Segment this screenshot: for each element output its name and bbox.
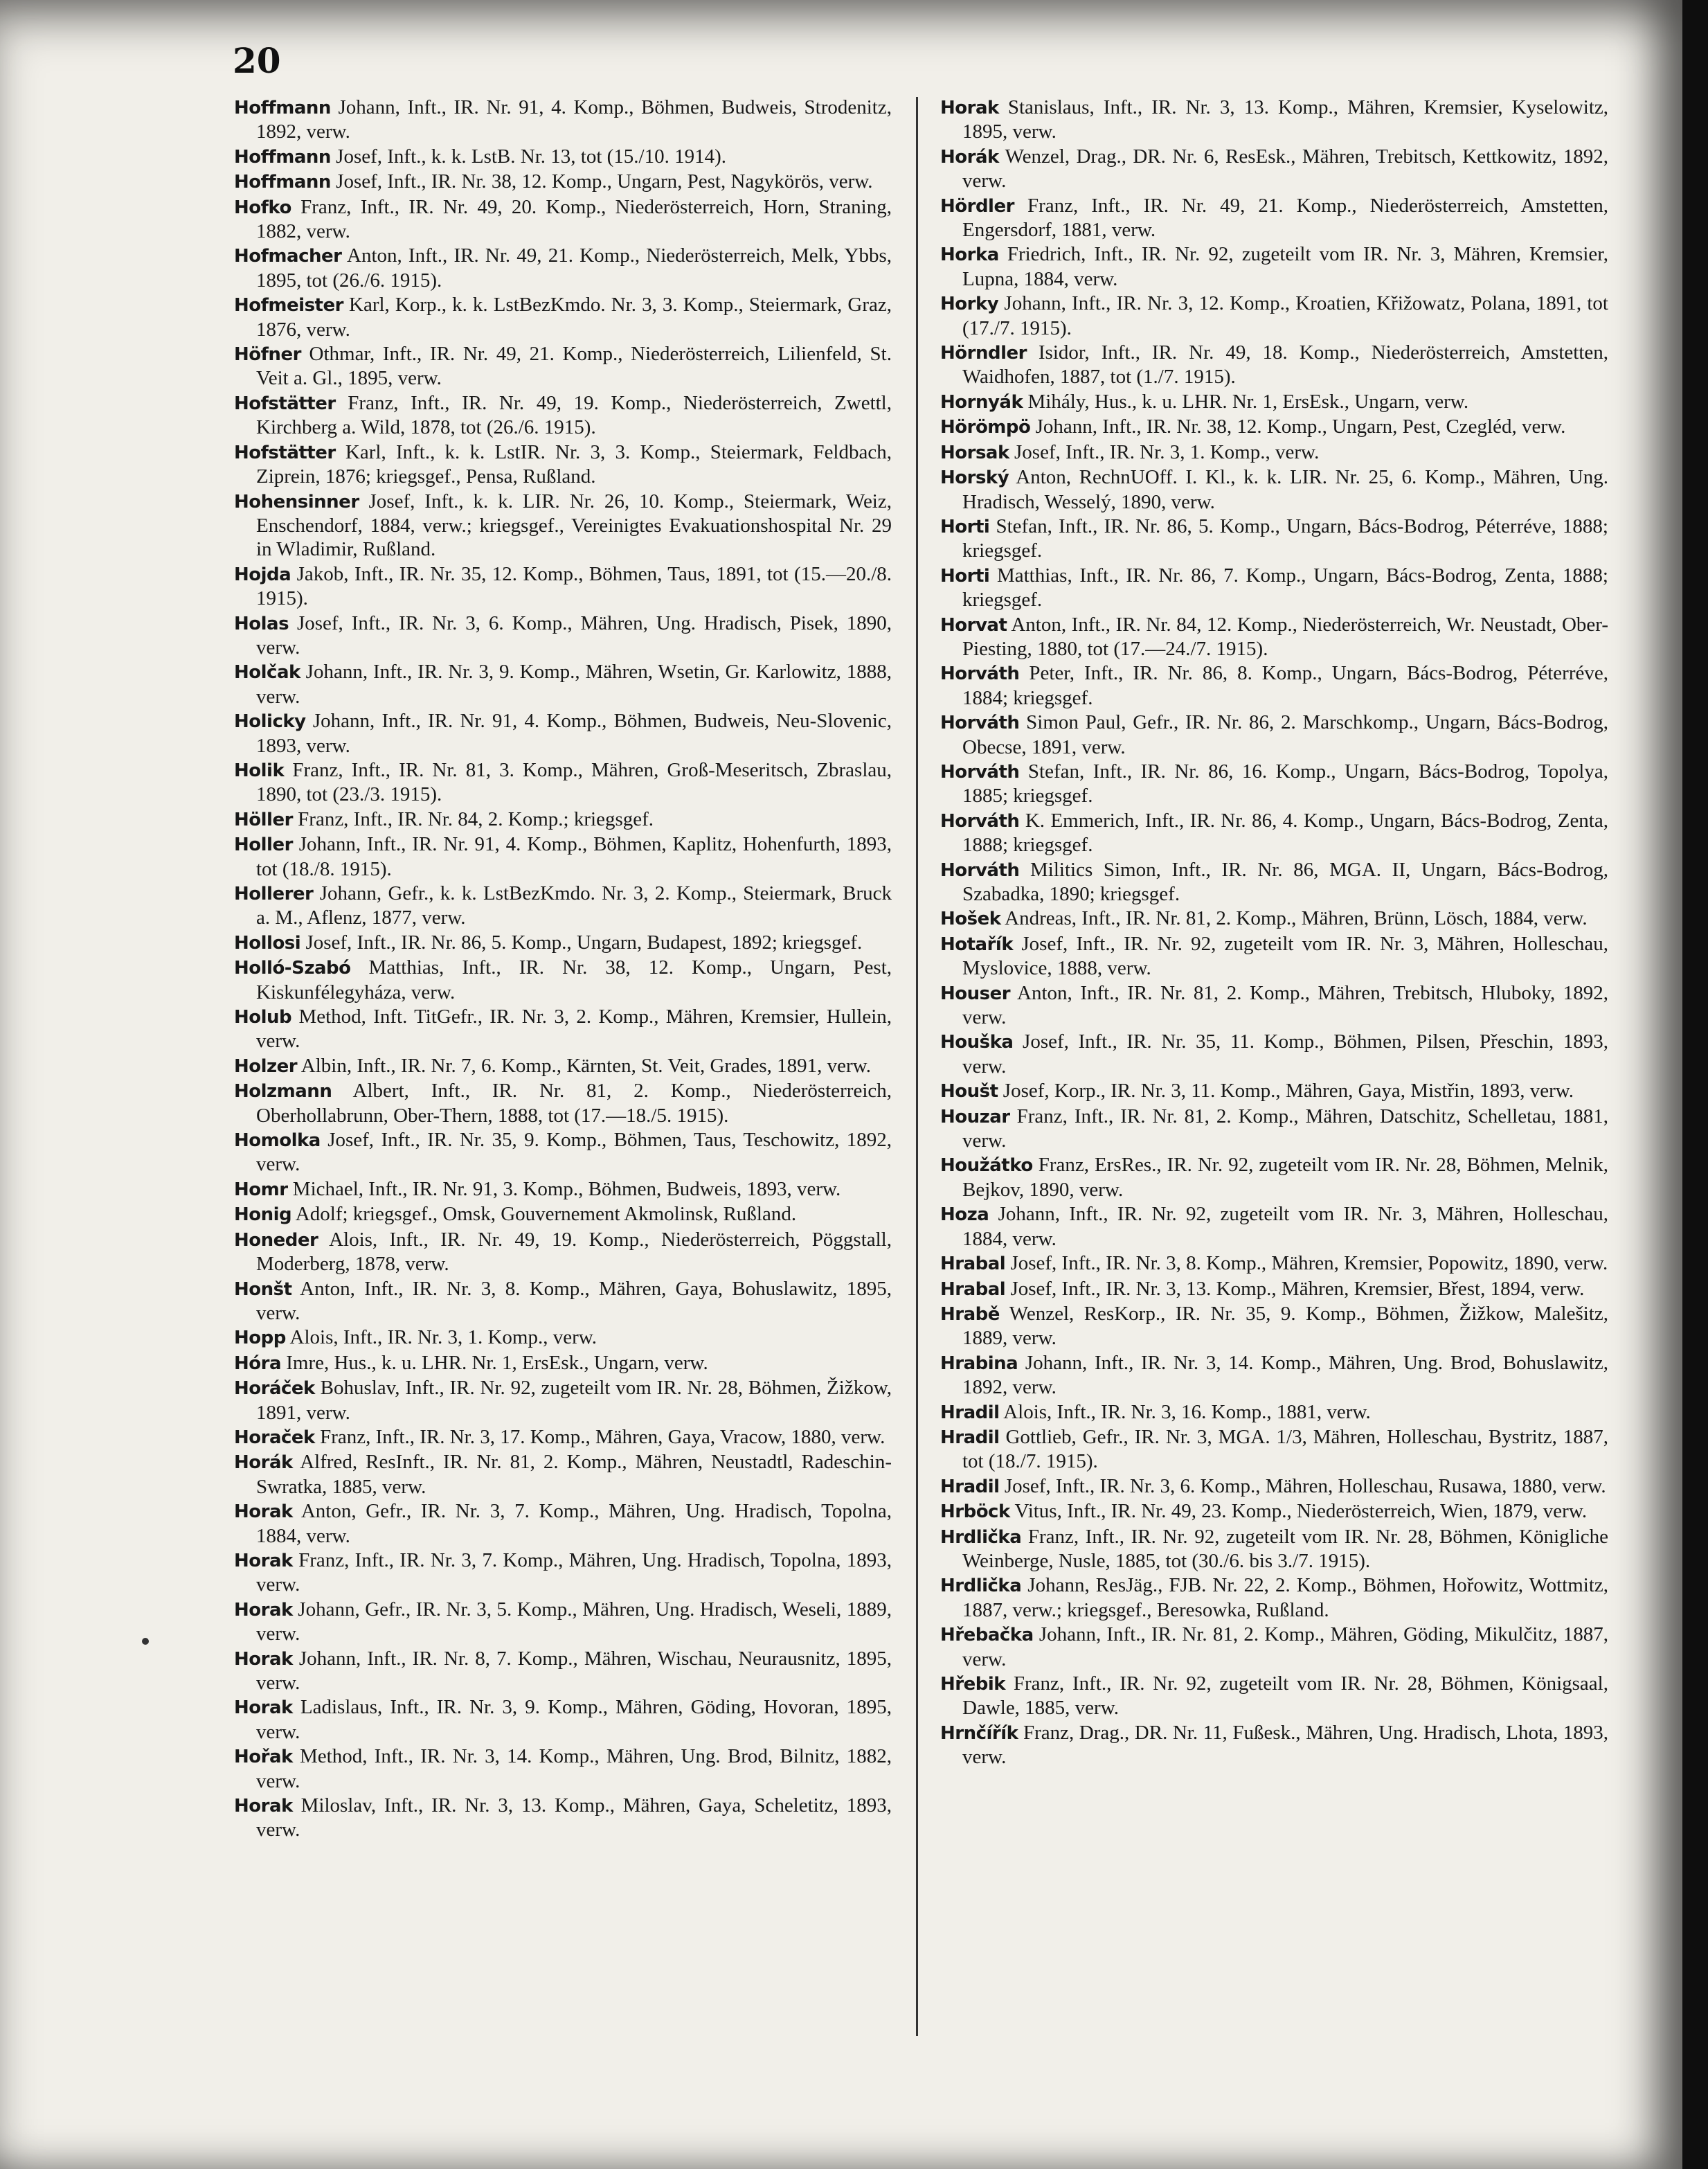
entry-surname: Horak [234, 1550, 293, 1571]
entry-details: Johann, Inft., IR. Nr. 38, 12. Komp., Ungarn, Pest, Czegléd, verw. [1030, 416, 1566, 438]
entry-surname: Homolka [234, 1130, 321, 1152]
register-entry [940, 145, 1608, 193]
entry-surname: Horváth [940, 761, 1020, 783]
column-divider [916, 97, 918, 2036]
register-entry [234, 882, 892, 930]
entry-surname: Horak [234, 1796, 293, 1817]
entry-details: Ladislaus, Inft., IR. Nr. 3, 9. Komp., Mähren, Göding, Hovoran, 1895, verw. [256, 1696, 892, 1743]
entry-surname: Hřebačka [940, 1625, 1034, 1646]
entry-surname: Houška [940, 1032, 1014, 1053]
entry-details: Johann, Inft., IR. Nr. 3, 14. Komp., Mähren, Ung. Brod, Bohuslawitz, 1892, verw. [962, 1351, 1608, 1399]
entry-surname: Horský [940, 467, 1009, 489]
entry-details: Bohuslav, Inft., IR. Nr. 92, zugeteilt vom IR. Nr. 28, Böhmen, Žižkow, 1891, verw. [256, 1377, 892, 1424]
entry-surname: Hoza [940, 1204, 989, 1226]
entry-surname: Horváth [940, 810, 1020, 832]
entry-surname: Honig [234, 1204, 292, 1226]
entry-details: Franz, Inft., IR. Nr. 3, 7. Komp., Mähren, Ung. Hradisch, Topolna, 1893, verw. [256, 1548, 892, 1596]
entry-details: Johann, ResJäg., FJB. Nr. 22, 2. Komp., Böhmen, Hořowitz, Wottmitz, 1887, verw.; kriegsgef., Beresowka, Rußland. [962, 1574, 1608, 1621]
register-entry [234, 660, 892, 708]
entry-surname: Horváth [940, 859, 1020, 881]
entry-surname: Hrböck [940, 1501, 1010, 1523]
register-entry [234, 1744, 892, 1793]
register-entry [940, 96, 1608, 144]
entry-details: Karl, Korp., k. k. LstBezKmdo. Nr. 3, 3. Komp., Steiermark, Graz, 1876, verw. [256, 294, 892, 341]
register-entry [234, 195, 892, 244]
entry-details: Johann, Inft., IR. Nr. 8, 7. Komp., Mähren, Wischau, Neurausnitz, 1895, verw. [256, 1647, 892, 1694]
register-entry [940, 1202, 1608, 1251]
entry-details: Franz, ErsRes., IR. Nr. 92, zugeteilt vom IR. Nr. 28, Böhmen, Melnik, Bejkov, 1890, verw. [962, 1154, 1608, 1201]
entry-surname: Hollerer [234, 884, 314, 904]
register-entry [940, 242, 1608, 291]
register-entry [234, 342, 892, 391]
entry-surname: Hoffmann [234, 172, 331, 193]
register-entry [940, 465, 1608, 514]
entry-details: Matthias, Inft., IR. Nr. 38, 12. Komp., Ungarn, Pest, Kiskunfélegyháza, verw. [256, 956, 892, 1003]
entry-details: Franz, Inft., IR. Nr. 92, zugeteilt vom IR. Nr. 28, Böhmen, Königliche Weinberge, Nusle, 1885, tot (30./6. bis 3./7. 1915). [962, 1525, 1608, 1572]
register-entry [940, 932, 1608, 981]
entry-details: Johann, Inft., IR. Nr. 81, 2. Komp., Mähren, Göding, Mikulčitz, 1887, verw. [962, 1623, 1608, 1670]
register-entry [940, 661, 1608, 710]
entry-surname: Horsak [940, 442, 1009, 463]
entry-surname: Horak [940, 98, 999, 118]
entry-surname: Hörndler [940, 343, 1027, 364]
entry-surname: Hofstätter [234, 442, 336, 463]
entry-surname: Horky [940, 294, 999, 315]
entry-surname: Hojda [234, 564, 291, 585]
entry-details: Imre, Hus., k. u. LHR. Nr. 1, ErsEsk., Ungarn, verw. [281, 1351, 708, 1374]
entry-surname: Hóra [234, 1353, 281, 1374]
entry-surname: Honeder [234, 1229, 318, 1251]
register-entry [940, 907, 1608, 931]
entry-surname: Horak [234, 1599, 293, 1621]
register-entry [234, 244, 892, 292]
entry-surname: Horti [940, 516, 990, 537]
entry-details: Franz, Inft., IR. Nr. 49, 20. Komp., Niederösterreich, Horn, Straning, 1882, verw. [256, 195, 892, 243]
entry-surname: Hošek [940, 909, 1001, 930]
entry-details: Anton, Inft., IR. Nr. 84, 12. Komp., Niederösterreich, Wr. Neustadt, Ober-Piesting, 1880, tot (17.—24./7. 1915). [962, 613, 1608, 660]
entry-surname: Hofmacher [234, 246, 342, 267]
entry-surname: Hoffmann [234, 98, 331, 118]
register-entry [234, 1326, 892, 1350]
register-entry [940, 1302, 1608, 1350]
entry-surname: Holčak [234, 662, 300, 684]
register-entry [234, 1128, 892, 1177]
entry-surname: Hradil [940, 1427, 1000, 1448]
entry-surname: Hofstätter [234, 393, 336, 414]
register-entry [234, 832, 892, 881]
entry-details: Stefan, Inft., IR. Nr. 86, 16. Komp., Ungarn, Bács-Bodrog, Topolya, 1885; kriegsgef. [962, 760, 1608, 807]
register-entry [940, 194, 1608, 242]
entry-details: Johann, Inft., IR. Nr. 91, 4. Komp., Böhmen, Budweis, Neu-Slovenic, 1893, verw. [256, 710, 892, 757]
entry-details: Alfred, ResInft., IR. Nr. 81, 2. Komp., Mähren, Neustadtl, Radeschin-Swratka, 1885, verw. [256, 1451, 892, 1498]
register-entry [234, 1598, 892, 1646]
register-entry [234, 1228, 892, 1276]
entry-surname: Hrdlička [940, 1526, 1022, 1548]
entry-details: Franz, Drag., DR. Nr. 11, Fußesk., Mähren, Ung. Hradisch, Lhota, 1893, verw. [962, 1721, 1608, 1769]
entry-surname: Hollosi [234, 932, 301, 954]
register-entry [940, 1079, 1608, 1103]
register-entry [234, 1054, 892, 1078]
entry-details: Jakob, Inft., IR. Nr. 35, 12. Komp., Böhmen, Taus, 1891, tot (15.—20./8. 1915). [256, 562, 892, 610]
entry-surname: Hrabal [940, 1253, 1006, 1275]
entry-details: Johann, Inft., IR. Nr. 3, 9. Komp., Mähren, Wsetin, Gr. Karlowitz, 1888, verw. [256, 661, 892, 708]
register-entry [234, 1202, 892, 1226]
entry-surname: Horka [940, 244, 999, 266]
entry-details: Anton, Inft., IR. Nr. 81, 2. Komp., Mähren, Trebitsch, Hluboky, 1892, verw. [962, 981, 1608, 1029]
entry-surname: Holzmann [234, 1081, 332, 1103]
entry-details: Matthias, Inft., IR. Nr. 86, 7. Komp., Ungarn, Bács-Bodrog, Zenta, 1888; kriegsgef. [962, 564, 1608, 612]
entry-details: Anton, Inft., IR. Nr. 49, 21. Komp., Niederösterreich, Melk, Ybbs, 1895, tot (26./6. 1915). [256, 244, 892, 292]
register-entry [940, 1153, 1608, 1202]
register-entry [940, 1672, 1608, 1720]
entry-details: Gottlieb, Gefr., IR. Nr. 3, MGA. 1/3, Mähren, Holleschau, Bystritz, 1887, tot (18./7. 1915). [962, 1425, 1608, 1473]
entry-details: Josef, Korp., IR. Nr. 3, 11. Komp., Mähren, Gaya, Mistřin, 1893, verw. [998, 1080, 1574, 1103]
register-entry [234, 1499, 892, 1548]
entry-details: Josef, Inft., IR. Nr. 3, 6. Komp., Mähren, Holleschau, Rusawa, 1880, verw. [999, 1474, 1606, 1497]
entry-details: Wenzel, Drag., DR. Nr. 6, ResEsk., Mähren, Trebitsch, Kettkowitz, 1892, verw. [962, 145, 1608, 193]
register-entry [940, 1105, 1608, 1153]
register-entry [234, 709, 892, 758]
register-entry [234, 1005, 892, 1053]
register-entry [940, 858, 1608, 907]
entry-details: Josef, Inft., IR. Nr. 86, 5. Komp., Ungarn, Budapest, 1892; kriegsgef. [300, 931, 863, 954]
entry-details: Alois, Inft., IR. Nr. 3, 1. Komp., verw. [285, 1326, 597, 1349]
entry-details: Franz, Inft., IR. Nr. 49, 21. Komp., Niederösterreich, Amstetten, Engersdorf, 1881, verw. [962, 194, 1608, 242]
entry-details: Alois, Inft., IR. Nr. 3, 16. Komp., 1881, verw. [999, 1400, 1371, 1423]
entry-details: Josef, Inft., IR. Nr. 3, 1. Komp., verw. [1009, 440, 1320, 463]
entry-surname: Horak [234, 1648, 293, 1670]
entry-surname: Hradil [940, 1402, 1000, 1423]
entry-surname: Hotařík [940, 934, 1014, 955]
register-entry [234, 440, 892, 489]
register-entry [234, 1425, 892, 1449]
entry-surname: Höfner [234, 344, 301, 366]
register-entry [940, 809, 1608, 857]
entry-details: Johann, Gefr., IR. Nr. 3, 5. Komp., Mähren, Ung. Hradisch, Weseli, 1889, verw. [256, 1598, 892, 1645]
entry-surname: Horák [940, 146, 999, 168]
entry-surname: Horváth [940, 663, 1020, 685]
entry-details: Josef, Inft., IR. Nr. 92, zugeteilt vom IR. Nr. 3, Mähren, Holleschau, Myslovice, 1888, verw. [962, 932, 1608, 980]
entry-surname: Houžátko [940, 1155, 1033, 1177]
register-entry [234, 562, 892, 611]
register-entry [234, 1647, 892, 1695]
register-entry [234, 1079, 892, 1127]
entry-surname: Honšt [234, 1278, 292, 1300]
entry-surname: Hörömpö [940, 417, 1031, 438]
page-number: 20 [233, 40, 281, 81]
register-entry [234, 931, 892, 955]
entry-surname: Houser [940, 983, 1011, 1004]
register-entry [234, 1695, 892, 1744]
entry-surname: Holzer [234, 1055, 298, 1077]
entry-details: Mihály, Hus., k. u. LHR. Nr. 1, ErsEsk., Ungarn, verw. [1023, 390, 1469, 413]
register-entry [940, 1030, 1608, 1078]
entry-details: Johann, Gefr., k. k. LstBezKmdo. Nr. 3, 2. Komp., Steiermark, Bruck a. M., Aflenz, 1877, verw. [256, 882, 892, 929]
entry-details: Stefan, Inft., IR. Nr. 86, 5. Komp., Ungarn, Bács-Bodrog, Péterréve, 1888; kriegsgef. [962, 515, 1608, 562]
entry-surname: Hrabal [940, 1278, 1006, 1300]
entry-surname: Hohensinner [234, 491, 359, 512]
entry-surname: Holicky [234, 711, 306, 733]
entry-details: Andreas, Inft., IR. Nr. 81, 2. Komp., Mähren, Brünn, Lösch, 1884, verw. [1000, 907, 1588, 930]
entry-surname: Horváth [940, 713, 1020, 734]
entry-details: Friedrich, Inft., IR. Nr. 92, zugeteilt vom IR. Nr. 3, Mähren, Kremsier, Lupna, 1884, verw. [962, 243, 1608, 290]
entry-details: Militics Simon, Inft., IR. Nr. 86, MGA. II, Ungarn, Bács-Bodrog, Szabadka, 1890; kriegsgef. [962, 858, 1608, 905]
entry-details: Simon Paul, Gefr., IR. Nr. 86, 2. Marschkomp., Ungarn, Bács-Bodrog, Obecse, 1891, verw. [962, 711, 1608, 758]
entry-details: Stanislaus, Inft., IR. Nr. 3, 13. Komp., Mähren, Kremsier, Kyselowitz, 1895, verw. [962, 96, 1608, 143]
register-entry [940, 1499, 1608, 1524]
register-entry [940, 981, 1608, 1030]
register-entry [234, 145, 892, 169]
entry-details: Josef, Inft., IR. Nr. 35, 9. Komp., Böhmen, Taus, Teschowitz, 1892, verw. [256, 1129, 892, 1176]
entry-surname: Horáček [234, 1378, 315, 1400]
entry-surname: Hofko [234, 197, 291, 218]
entry-details: Isidor, Inft., IR. Nr. 49, 18. Komp., Niederösterreich, Amstetten, Waidhofen, 1887, tot (1./7. 1915). [962, 341, 1608, 389]
register-entry [234, 1177, 892, 1202]
entry-surname: Holló-Szabó [234, 958, 351, 979]
entry-surname: Hrdlička [940, 1576, 1022, 1597]
right-column [940, 96, 1608, 1770]
entry-details: Anton, Inft., IR. Nr. 3, 8. Komp., Mähren, Gaya, Bohuslawitz, 1895, verw. [256, 1277, 892, 1324]
entry-details: Josef, Inft., IR. Nr. 3, 13. Komp., Mähren, Kremsier, Břest, 1894, verw. [1005, 1277, 1585, 1300]
register-entry [940, 341, 1608, 389]
register-entry [940, 390, 1608, 414]
register-entry [940, 292, 1608, 340]
entry-surname: Hoffmann [234, 146, 331, 168]
entry-details: K. Emmerich, Inft., IR. Nr. 86, 4. Komp., Ungarn, Bács-Bodrog, Zenta, 1888; kriegsgef. [962, 809, 1608, 857]
entry-surname: Holas [234, 613, 289, 634]
register-entry [234, 807, 892, 832]
entry-details: Method, Inft. TitGefr., IR. Nr. 3, 2. Komp., Mähren, Kremsier, Hullein, verw. [256, 1006, 892, 1053]
register-entry [234, 293, 892, 341]
entry-surname: Hördler [940, 195, 1014, 217]
entry-details: Vitus, Inft., IR. Nr. 49, 23. Komp., Niederösterreich, Wien, 1879, verw. [1009, 1500, 1588, 1523]
entry-details: Franz, Inft., IR. Nr. 49, 19. Komp., Niederösterreich, Zwettl, Kirchberg a. Wild, 1878, tot (26./6. 1915). [256, 391, 892, 439]
register-entry [234, 1351, 892, 1375]
entry-details: Peter, Inft., IR. Nr. 86, 8. Komp., Ungarn, Bács-Bodrog, Péterréve, 1884; kriegsgef. [962, 662, 1608, 709]
entry-surname: Hořak [234, 1747, 293, 1768]
entry-details: Method, Inft., IR. Nr. 3, 14. Komp., Mähren, Ung. Brod, Bilnitz, 1882, verw. [256, 1745, 892, 1792]
entry-details: Wenzel, ResKorp., IR. Nr. 35, 9. Komp., Böhmen, Žižkow, Malešitz, 1889, verw. [962, 1302, 1608, 1350]
entry-details: Anton, RechnUOff. I. Kl., k. k. LIR. Nr. 25, 6. Komp., Mähren, Ung. Hradisch, Wesselý, 1890, verw. [962, 466, 1608, 513]
entry-details: Franz, Inft., IR. Nr. 84, 2. Komp.; kriegsgef. [292, 807, 654, 830]
entry-surname: Hofmeister [234, 295, 343, 316]
entry-surname: Horti [940, 565, 990, 587]
entry-details: Johann, Inft., IR. Nr. 91, 4. Komp., Böhmen, Kaplitz, Hohenfurth, 1893, tot (18./8. 1915). [256, 833, 892, 880]
register-entry [940, 711, 1608, 759]
entry-surname: Houzar [940, 1106, 1010, 1127]
entry-surname: Hopp [234, 1328, 286, 1349]
entry-surname: Horák [234, 1452, 293, 1474]
register-entry [940, 1400, 1608, 1425]
entry-surname: Homr [234, 1179, 288, 1200]
entry-details: Othmar, Inft., IR. Nr. 49, 21. Komp., Niederösterreich, Lilienfeld, St. Veit a. Gl., 1895, verw. [256, 343, 892, 390]
page-edge-shadow [1682, 0, 1708, 2169]
register-entry [234, 612, 892, 660]
entry-surname: Horaček [234, 1427, 315, 1448]
entry-details: Adolf; kriegsgef., Omsk, Gouvernement Akmolinsk, Rußland. [291, 1203, 797, 1226]
register-entry [234, 391, 892, 440]
register-entry [234, 758, 892, 807]
ink-spot [142, 1638, 149, 1645]
entry-surname: Hradil [940, 1476, 1000, 1497]
entry-surname: Hrnčířík [940, 1722, 1018, 1744]
entry-surname: Holik [234, 760, 285, 781]
register-entry [940, 1425, 1608, 1474]
entry-details: Johann, Inft., IR. Nr. 91, 4. Komp., Böhmen, Budweis, Strodenitz, 1892, verw. [256, 96, 892, 143]
entry-details: Josef, Inft., k. k. LstB. Nr. 13, tot (15./10. 1914). [330, 145, 727, 168]
register-entry [234, 96, 892, 144]
register-entry [940, 1277, 1608, 1301]
entry-details: Johann, Inft., IR. Nr. 92, zugeteilt vom IR. Nr. 3, Mähren, Holleschau, 1884, verw. [962, 1203, 1608, 1250]
register-entry [234, 1277, 892, 1326]
entry-details: Josef, Inft., IR. Nr. 38, 12. Komp., Ungarn, Pest, Nagykörös, verw. [330, 170, 873, 193]
entry-details: Franz, Inft., IR. Nr. 81, 3. Komp., Mähren, Groß-Meseritsch, Zbraslau, 1890, tot (23./3. 1915). [256, 758, 892, 806]
left-column [234, 96, 892, 1843]
register-entry [940, 1721, 1608, 1769]
register-entry [940, 1351, 1608, 1400]
register-entry [940, 415, 1608, 439]
entry-details: Franz, Inft., IR. Nr. 92, zugeteilt vom IR. Nr. 28, Böhmen, Königsaal, Dawle, 1885, verw. [962, 1672, 1608, 1720]
register-entry [940, 440, 1608, 465]
entry-details: Karl, Inft., k. k. LstIR. Nr. 3, 3. Komp., Steiermark, Feldbach, Ziprein, 1876; kriegsgef., Pensa, Rußland. [256, 440, 892, 488]
entry-details: Anton, Gefr., IR. Nr. 3, 7. Komp., Mähren, Ung. Hradisch, Topolna, 1884, verw. [256, 1500, 892, 1547]
register-entry [940, 1525, 1608, 1573]
entry-details: Albert, Inft., IR. Nr. 81, 2. Komp., Niederösterreich, Oberhollabrunn, Ober-Thern, 1888, tot (17.—18./5. 1915). [256, 1080, 892, 1127]
entry-details: Alois, Inft., IR. Nr. 49, 19. Komp., Niederösterreich, Pöggstall, Moderberg, 1878, verw. [256, 1228, 892, 1276]
entry-surname: Hrabina [940, 1353, 1018, 1374]
register-entry [940, 1251, 1608, 1276]
entry-surname: Horak [234, 1697, 293, 1719]
register-entry [234, 170, 892, 194]
register-entry [234, 490, 892, 562]
register-entry [940, 564, 1608, 612]
entry-surname: Horak [234, 1501, 293, 1523]
register-entry [940, 1573, 1608, 1622]
register-entry [234, 956, 892, 1004]
entry-details: Michael, Inft., IR. Nr. 91, 3. Komp., Böhmen, Budweis, 1893, verw. [287, 1177, 841, 1200]
entry-surname: Holler [234, 834, 293, 856]
entry-surname: Horvat [940, 614, 1007, 636]
entry-details: Franz, Inft., IR. Nr. 81, 2. Komp., Mähren, Datschitz, Schelletau, 1881, verw. [962, 1105, 1608, 1152]
register-entry [940, 760, 1608, 808]
entry-details: Albin, Inft., IR. Nr. 7, 6. Komp., Kärnten, St. Veit, Grades, 1891, verw. [297, 1054, 871, 1077]
entry-surname: Hrabě [940, 1303, 1000, 1325]
register-entry [940, 515, 1608, 563]
register-entry [234, 1794, 892, 1842]
register-entry [940, 1474, 1608, 1499]
entry-surname: Hornyák [940, 391, 1023, 413]
entry-details: Josef, Inft., IR. Nr. 3, 6. Komp., Mähren, Ung. Hradisch, Pisek, 1890, verw. [256, 612, 892, 659]
entry-surname: Houšt [940, 1081, 998, 1103]
entry-details: Miloslav, Inft., IR. Nr. 3, 13. Komp., Mähren, Gaya, Scheletitz, 1893, verw. [256, 1794, 892, 1841]
register-entry [234, 1548, 892, 1597]
register-entry [234, 1376, 892, 1425]
register-entry [234, 1450, 892, 1499]
entry-details: Josef, Inft., k. k. LIR. Nr. 26, 10. Komp., Steiermark, Weiz, Enschendorf, 1884, verw.; kriegsgef., Vereinigtes Evakuationshospital Nr. 29 in Wladimir, Rußland. [256, 490, 892, 561]
register-entry [940, 613, 1608, 661]
entry-details: Johann, Inft., IR. Nr. 3, 12. Komp., Kroatien, Křižowatz, Polana, 1891, tot (17./7. 1915). [962, 292, 1608, 339]
entry-surname: Hřebik [940, 1674, 1006, 1695]
entry-surname: Höller [234, 809, 293, 830]
entry-details: Josef, Inft., IR. Nr. 35, 11. Komp., Böhmen, Pilsen, Přeschin, 1893, verw. [962, 1030, 1608, 1078]
entry-details: Josef, Inft., IR. Nr. 3, 8. Komp., Mähren, Kremsier, Popowitz, 1890, verw. [1005, 1252, 1608, 1275]
entry-surname: Holub [234, 1007, 292, 1028]
register-entry [940, 1623, 1608, 1671]
entry-details: Franz, Inft., IR. Nr. 3, 17. Komp., Mähren, Gaya, Vracow, 1880, verw. [314, 1425, 886, 1448]
